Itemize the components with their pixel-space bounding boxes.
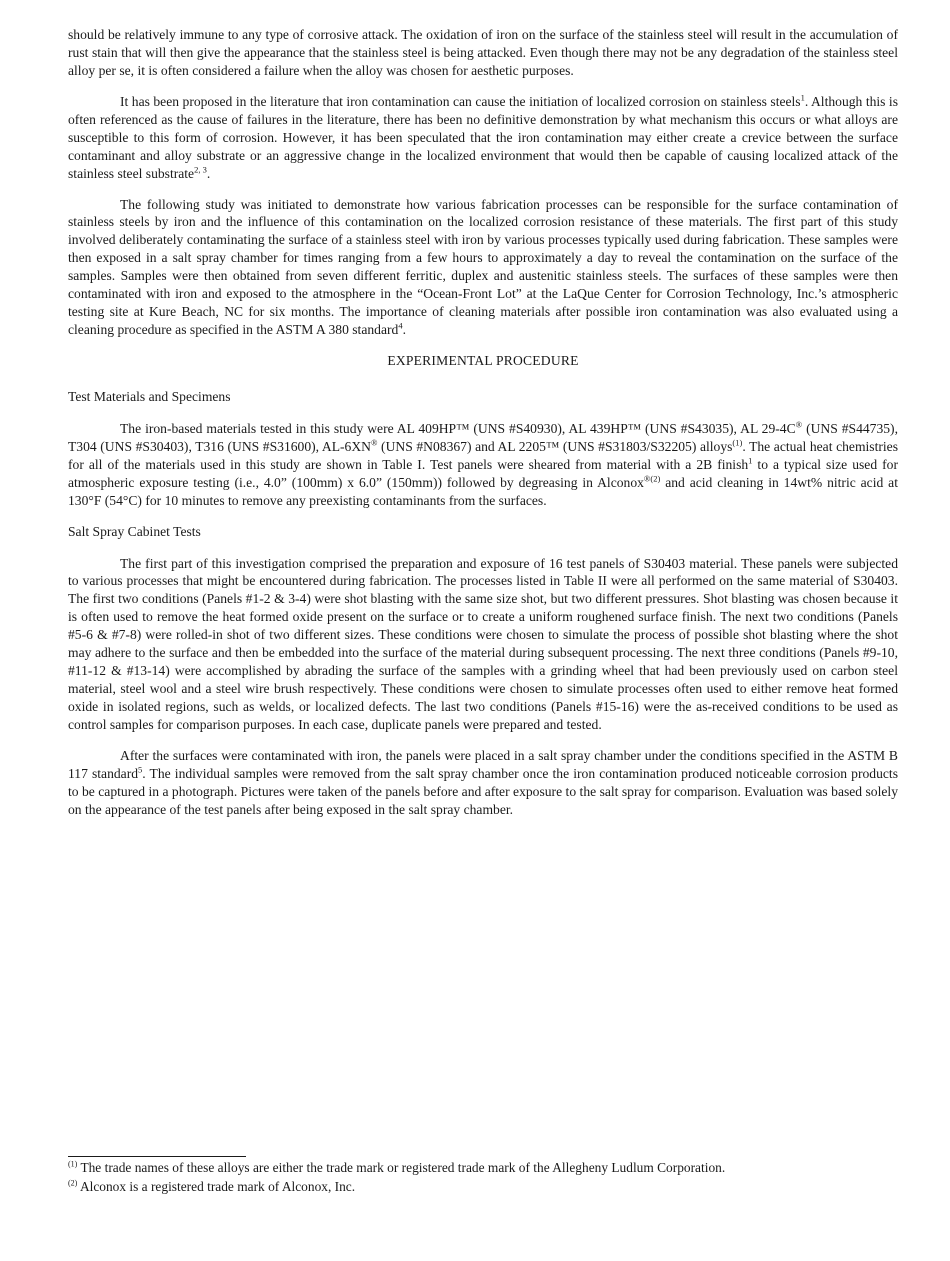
salt-spray-paragraph-2: After the surfaces were contaminated with iron, the panels were placed in a salt spray chamber under the conditions specified in the ASTM B 117 standard$^5$. The individual samples were removed from the salt spray chamber once the iron contamination produced noticeable corrosion products to be captured in a photograph. Pictures were taken of the panels before and after exposure to the salt spray for comparison. Evaluation was based solely on the appearance of the test panels after being exposed in the salt spray chamber. [68, 747, 898, 817]
footnote-ref: ®(2) [643, 473, 661, 484]
footnotes [68, 1156, 898, 1197]
footnote-ref: (1) [732, 437, 743, 448]
citation-ref: 2, 3 [194, 164, 207, 175]
subsection-title-salt-spray: Salt Spray Cabinet Tests [68, 523, 201, 539]
footnote-2: $^{(2)}$ Alconox is a registered trade mark of Alconox, Inc. [68, 1178, 356, 1194]
citation-ref: 1 [748, 455, 753, 466]
footnote-1: $^{(1)}$ The trade names of these alloys are either the trade mark or registered trade mark of the Allegheny Ludlum Corporation. [68, 1159, 726, 1175]
citation-ref: 4 [398, 320, 403, 331]
test-materials-paragraph: The iron-based materials tested in this study were AL 409HP™ (UNS #S40930), AL 439HP™ (UNS #S43035), AL 29-4C® (UNS #S44735), T304 (UNS #S30403), T316 (UNS #S31600), AL-6XN® (UNS #N08367) and AL 2205™ (UNS #S31803/S32205) alloys$^{(1)}$. The actual heat chemistries for all of the materials used in this study are shown in Table I. Test panels were sheared from material with a 2B finish$^1$ to a typical size used for atmospheric exposure testing (i.e., 4.0” (100mm) x 6.0” (150mm)) followed by degreasing in Alconox$^{®(2)}$ and acid cleaning in 14wt% nitric acid at 130°F (54°C) for 10 minutes to remove any preexisting contaminants from the surfaces. [68, 419, 898, 508]
intro-paragraph-1: should be relatively immune to any type of corrosive attack. The oxidation of iron on the surface of the stainless steel will result in the accumulation of rust stain that will then give the appearance that the stainless steel is being attacked. Even though there may not be any degradation of the stainless steel alloy per se, it is often considered a failure when the alloy was chosen for aesthetic purposes. [68, 27, 898, 78]
salt-spray-paragraph-1: The first part of this investigation comprised the preparation and exposure of 16 test panels of S30403 material. These panels were subjected to various processes that might be encountered during fabrication. The processes listed in Table II were all performed on the same material of S30403. The first two conditions (Panels #1-2 & 3-4) were shot blasting with the same size shot, but two different pressures. Shot blasting was chosen because it is often used to remove the heat formed oxide present on the surface or to create a uniform roughened surface finish. The next two conditions (Panels #5-6 & #7-8) were rolled-in shot of two different sizes. These conditions were chosen to simulate the process of possible shot blasting where the shot may adhere to the surface and then be embedded into the surface of the material during subsequent processing. The next three conditions (Panels #9-10, #11-12 & #13-14) were accomplished by abrading the surface of the samples with a grinding wheel that had been previously used on carbon steel material, steel wool and a steel wire brush respectively. These conditions were chosen to simulate processes often used to either remove heat formed oxide in isolated regions, such as welds, or localized defects. The last two conditions (Panels #15-16) were the as-received conditions to be used as control samples for comparison purposes. In each case, duplicate panels were prepared and tested. [68, 555, 898, 732]
section-heading: EXPERIMENTAL PROCEDURE [387, 353, 579, 368]
citation-ref: 1 [800, 92, 805, 103]
subsection-title-test-materials: Test Materials and Specimens [68, 388, 231, 404]
intro-paragraph-2: It has been proposed in the literature that iron contamination can cause the initiation of localized corrosion on stainless steels$^1$. Although this is often referenced as the cause of failures in the literature, there has been no definitive demonstration by what mechanism this occurs or what alloys are susceptible to this form of corrosion. However, it has been speculated that the iron contamination may either create a crevice between the surface contaminant and alloy substrate or an aggressive change in the localized environment that would then be capable of causing localized attack of the stainless steel substrate$^{2, 3}$. [68, 92, 899, 181]
footnote-divider [68, 1156, 246, 1157]
citation-ref: 5 [138, 764, 143, 775]
intro-paragraph-3: The following study was initiated to demonstrate how various fabrication processes can be responsible for the surface contamination of stainless steels by iron and the influence of this contamination on the localized corrosion resistance of these materials. The first part of this study involved deliberately contaminating the surface of a stainless steel with iron by various processes typically used during fabrication. These samples were then exposed in a salt spray chamber for times ranging from a few hours to approximately a day to reveal the contamination on the surface of the samples. Samples were then obtained from seven different ferritic, duplex and austenitic stainless steels. The surfaces of these samples were then contaminated with iron and exposed to the atmosphere in the “Ocean-Front Lot” at the LaQue Center for Corrosion Technology, Inc.’s atmospheric testing site at Kure Beach, NC for six months. The importance of cleaning materials after possible iron contamination was also evaluated using a cleaning procedure as specified in the ASTM A 380 standard$^4$. [68, 196, 898, 338]
